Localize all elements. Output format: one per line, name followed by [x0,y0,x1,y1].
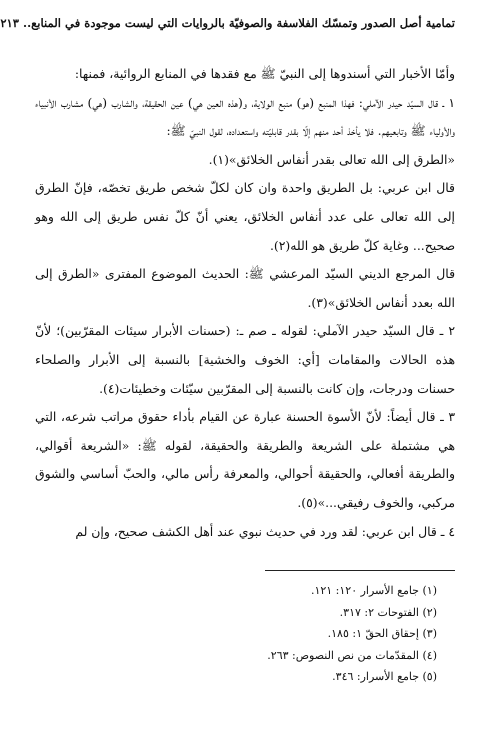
paragraph-marashi-comment: قال المرجع الديني السيّد المرعشي ﷺ: الحديث الموضوع المفترى «الطرق إلى الله بعدد أنفاس الخلائق»(٣). [35,266,455,310]
paragraph-item-1: ١ ـ قال السيّد حيدر الآملي: فهذا المنبع (هو) منبع الولاية، و(هذه العين هي) عين الحقيقة، والشارب (هي) مشارب الأنبياء والأولياء ﷺ وتابعيهم. فلا يأخذ أحد منهم إلّا بقدر قابليّته واستعداده، لقول النبيّ ﷺ: [35,94,455,139]
paragraph-intro: وأمّا الأخبار التي أسندوها إلى النبيّ ﷺ مع فقدها في المنابع الروائية، فمنها: [74,66,455,81]
footnotes [35,580,455,688]
body-text [35,60,455,546]
footnote-divider [265,570,455,571]
footnote-2: (٢) الفتوحات ٢: ٣١٧. [339,605,437,619]
paragraph-ibn-arabi-comment: قال ابن عربي: بل الطريق واحدة وان كان لكلّ شخص طريق تخصّه، فإنّ الطرق إلى الله تعالى على عدد أنفاس الخلائق، يعني أنّ كلّ نفس طريق إلى الله وهو صحيح... وغاية كلّ طريق هو الله(٢). [35,180,455,253]
paragraph-item-2: ٢ ـ قال السيّد حيدر الآملي: لقوله ـ صم ـ: (حسنات الأبرار سيئات المقرّبين)؛ لأنّ هذه الحالات والمقامات [أي: الخوف والخشية] بالنسبة إلى الأبرار والصلحاء حسنات ودرجات، وإن كانت بالنسبة إلى المقرّبين سيّئات وخطيئات(٤). [35,323,455,396]
paragraph-item-3: ٣ ـ قال أيضاً: لأنّ الأسوة الحسنة عبارة عن القيام بأداء حقوق مراتب شرعه، التي هي مشتملة على الشريعة والطريقة والحقيقة، لقوله ﷺ: «الشريعة أقوالي، والطريقة أفعالي، والحقيقة أحوالي، والمعرفة رأس مالي، والحبّ أساسي والشوق مركبي، والخوف رفيقي...»(٥). [35,409,455,510]
footnote-3: (٣) إحقاق الحقّ ١: ١٨٥. [327,627,437,641]
running-header: تمامية أصل الصدور وتمسّك الفلاسفة والصوفيّة بالروايات التي ليست موجودة في المنابع.. ٢١٣ [0,16,455,30]
book-page [1,0,493,736]
footnote-1: (١) جامع الأسرار ١٢٠: ١٢١. [310,584,437,598]
paragraph-item-4: ٤ ـ قال ابن عربي: لقد ورد في حديث نبوي عند أهل الكشف صحيح، وإن لم [75,523,455,539]
footnote-5: (٥) جامع الأسرار: ٣٤٦. [332,670,437,684]
footnote-4: (٤) المقدّمات من نص النصوص: ٢٦٣. [267,648,437,662]
paragraph-hadith-quote: «الطرق إلى الله تعالى بقدر أنفاس الخلائق»(١). [208,151,455,167]
